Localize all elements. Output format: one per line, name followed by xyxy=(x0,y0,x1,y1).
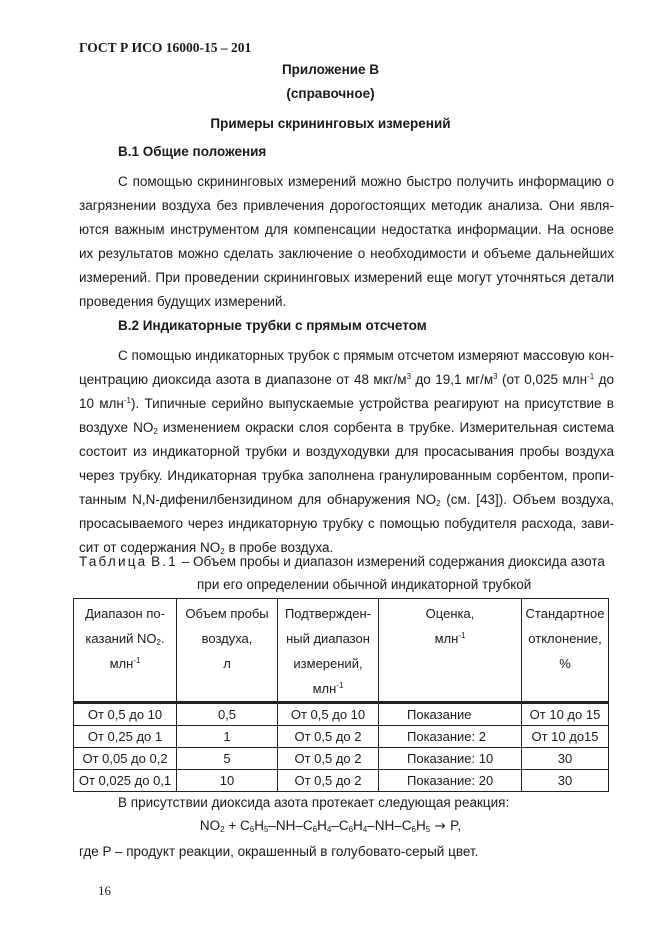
cell-confirmed-range: От 0,5 до 2 xyxy=(278,770,379,792)
table-header-row xyxy=(74,599,609,703)
cell-confirmed-range: От 0,5 до 2 xyxy=(278,748,379,770)
cell-volume: 1 xyxy=(177,726,278,748)
cell-estimate: Показание: 2 xyxy=(379,726,522,748)
header-volume: Объем пробы воздуха, л xyxy=(177,599,278,703)
cell-confirmed-range: От 0,5 до 2 xyxy=(278,726,379,748)
cell-std-deviation: 30 xyxy=(522,770,609,792)
section-heading-b2: В.2 Индикаторные трубки с прямым отсчетом xyxy=(118,318,427,333)
table-row xyxy=(74,748,609,770)
section-heading-b1: В.1 Общие положения xyxy=(118,144,267,159)
cell-estimate: Показание: 10 xyxy=(379,748,522,770)
cell-estimate: Показание xyxy=(379,703,522,726)
cell-estimate: Показание: 20 xyxy=(379,770,522,792)
cell-std-deviation: 30 xyxy=(522,748,609,770)
product-note: где P – продукт реакции, окрашенный в голубовато-серый цвет. xyxy=(79,844,479,859)
header-confirmed-range: Подтвержден- ный диапазон измерений, млн$^{-1}$ xyxy=(278,599,379,703)
cell-std-deviation: От 10 до15 xyxy=(522,726,609,748)
header-estimate: Оценка, млн$^{-1}$ xyxy=(379,599,522,703)
cell-volume: 0,5 xyxy=(177,703,278,726)
appendix-heading: Примеры скрининговых измерений xyxy=(210,116,451,131)
table-row xyxy=(74,726,609,748)
table-caption-line2: при его определении обычной индикаторной трубкой xyxy=(197,577,532,592)
header-range: Диапазон по- казаний $NO_2$. млн$^{-1}$ xyxy=(74,599,177,703)
cell-std-deviation: От 10 до 15 xyxy=(522,703,609,726)
appendix-kind: (справочное) xyxy=(286,86,375,101)
header-std-deviation: Стандартное отклонение, % xyxy=(522,599,609,703)
cell-volume: 5 xyxy=(177,748,278,770)
reaction-formula: $NO_2 + C_6H_5-NH-C_6H_4-C_6H_4-NH-C_6H_5 \to P$, xyxy=(199,818,462,834)
page-number: 16 xyxy=(98,883,111,898)
table-row xyxy=(74,703,609,726)
table-caption: Таблица В.1 – Объем пробы и диапазон измерений содержания диоксида азота xyxy=(79,554,605,569)
cell-range: От 0,25 до 1 xyxy=(74,726,177,748)
cell-range: От 0,05 до 0,2 xyxy=(74,748,177,770)
section-b1-paragraph: С помощью скрининговых измерений можно быстро получить информацию о загрязнении воздуха без привлечения дорогостоящих методик анализа. Они являются важным инструментом для компенсации недостатка информации. На основе их результатов можно сделать заключение о необходимости и объеме дальнейших измерений. При проведении скрининговых измерений еще могут уточняться детали проведения будущих измерений. xyxy=(79,174,614,309)
cell-range: От 0,5 до 10 xyxy=(74,703,177,726)
document-header: ГОСТ Р ИСО 16000-15 – 201 xyxy=(79,40,252,55)
cell-volume: 10 xyxy=(177,770,278,792)
cell-confirmed-range: От 0,5 до 10 xyxy=(278,703,379,726)
reaction-intro: В присутствии диоксида азота протекает следующая реакция: xyxy=(118,795,510,810)
table-row xyxy=(74,770,609,792)
measurement-table xyxy=(73,598,609,792)
appendix-title: Приложение В xyxy=(281,62,380,77)
section-b2-paragraph: С помощью индикаторных трубок с прямым отсчетом измеряют массовую концентрацию диоксида азота в диапазоне от 48 мкг/$м^3$ до 19,1 $мг/м^3$ (от 0,025 млн$^{-1}$ до 10 млн$^{-1}$). Типичные серийно выпускаемые устройства реагируют на присутствие в воздухе $NO_2$ изменением окраски слоя сорбента в трубке. Измерительная система состоит из индикаторной трубки и воздуходувки для просасывания пробы воздуха через трубку. Индикаторная трубка заполнена гранулированным сорбентом, пропитанным N,N-дифенилбензидином для обнаружения $NO_2$ (см. [43]). Объем воздуха, просасываемого через индикаторную трубку с помощью побудителя расхода, зависит от содержания $NO_2$ в пробе воздуха. xyxy=(79,348,615,556)
cell-range: От 0,025 до 0,1 xyxy=(74,770,177,792)
